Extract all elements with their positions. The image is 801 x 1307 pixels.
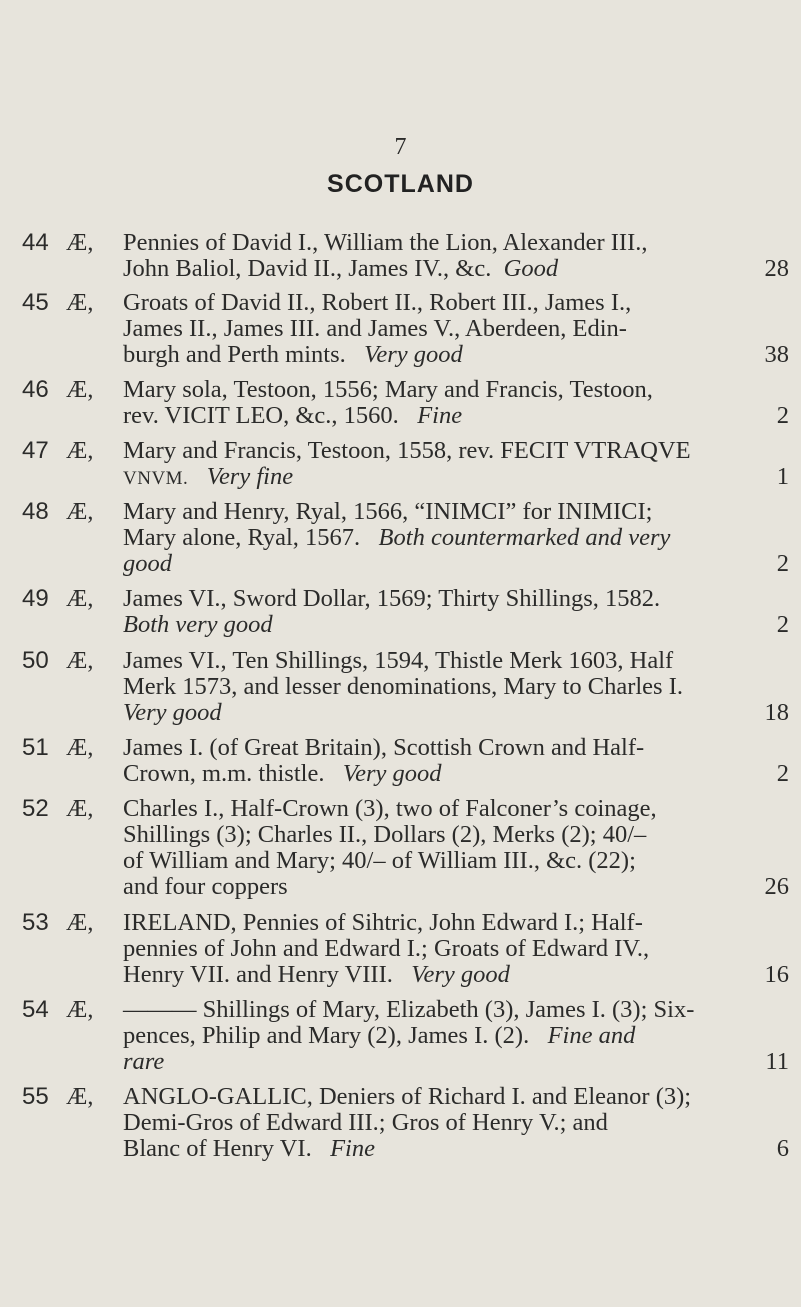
description-line — [123, 612, 789, 638]
metal-symbol: Æ, — [66, 910, 94, 936]
lot-description — [123, 438, 789, 490]
description-line: Shillings (3); Charles II., Dollars (2), Merks (2); 40/– — [123, 821, 647, 848]
lot-description — [123, 499, 789, 577]
description-line — [123, 874, 789, 900]
description-line — [123, 1023, 789, 1049]
description-line: Charles I., Half-Crown (3), two of Falconer’s coinage, — [123, 795, 657, 822]
lot-description — [123, 910, 789, 988]
description-text: pences, Philip and Mary (2), James I. (2). — [123, 1022, 530, 1049]
metal-symbol: Æ, — [66, 1084, 94, 1110]
description-text: burgh and Perth mints. — [123, 341, 346, 368]
lot-description — [123, 997, 789, 1075]
description-text: rev. VICIT LEO, &c., 1560. — [123, 402, 399, 429]
metal-symbol: Æ, — [66, 735, 94, 761]
description-line: pennies of John and Edward I.; Groats of Edward IV., — [123, 935, 650, 962]
description-line: Mary and Francis, Testoon, 1558, rev. FECIT VTRAQVE — [123, 437, 691, 464]
description-line — [123, 1049, 789, 1075]
lot-price: 2 — [776, 550, 789, 577]
description-line: Merk 1573, and lesser denominations, Mary to Charles I. — [123, 673, 683, 700]
description-text: Crown, m.m. thistle. — [123, 760, 325, 787]
description-text: and four coppers — [123, 873, 288, 900]
metal-symbol: Æ, — [66, 438, 94, 464]
metal-symbol: Æ, — [66, 586, 94, 612]
lot-number: 51 — [22, 734, 49, 761]
description-text: Henry VII. and Henry VIII. — [123, 961, 393, 988]
lot-description — [123, 586, 789, 638]
lot-description — [123, 735, 789, 787]
condition-grade: Fine — [330, 1135, 375, 1162]
description-line — [123, 464, 789, 490]
condition-grade: Very good — [342, 760, 442, 787]
lot-description — [123, 1084, 789, 1162]
condition-grade: Very good — [411, 961, 510, 988]
description-line: ——— Shillings of Mary, Elizabeth (3), James I. (3); Six- — [123, 996, 695, 1023]
description-line — [123, 256, 789, 282]
description-text: John Baliol, David II., James IV., &c. — [123, 255, 492, 282]
lot-number: 54 — [22, 996, 49, 1023]
description-line: Groats of David II., Robert II., Robert III., James I., — [123, 289, 632, 316]
lot-number: 52 — [22, 795, 49, 822]
description-line: of William and Mary; 40/– of William III., &c. (22); — [123, 847, 636, 874]
metal-symbol: Æ, — [66, 290, 94, 316]
lot-price: 1 — [776, 463, 789, 490]
lot-price: 16 — [764, 961, 789, 988]
page-heading: SCOTLAND — [327, 170, 474, 198]
condition-note: Fine and — [547, 1022, 636, 1049]
description-line: James VI., Ten Shillings, 1594, Thistle Merk 1603, Half — [123, 647, 674, 674]
description-line: IRELAND, Pennies of Sihtric, John Edward I.; Half- — [123, 909, 643, 936]
condition-grade: Very fine — [206, 463, 294, 490]
lot-price: 28 — [764, 255, 789, 282]
description-line — [123, 962, 789, 988]
lot-price: 2 — [776, 760, 789, 787]
condition-note: Both countermarked and very — [378, 524, 671, 551]
metal-symbol: Æ, — [66, 499, 94, 525]
description-text: VNVM. — [123, 468, 189, 489]
lot-number: 44 — [22, 229, 49, 256]
condition-grade: Good — [503, 255, 559, 282]
description-line — [123, 342, 789, 368]
lot-price: 2 — [776, 611, 789, 638]
description-line — [123, 551, 789, 577]
lot-number: 48 — [22, 498, 49, 525]
lot-price: 38 — [764, 341, 789, 368]
description-line — [123, 403, 789, 429]
description-line — [123, 1136, 789, 1162]
lot-number: 47 — [22, 437, 49, 464]
condition-grade: good — [123, 550, 172, 577]
condition-grade: rare — [123, 1048, 165, 1075]
lot-price: 6 — [776, 1135, 789, 1162]
condition-grade: Very good — [364, 341, 463, 368]
condition-grade: Both very good — [123, 611, 273, 638]
lot-number: 53 — [22, 909, 49, 936]
metal-symbol: Æ, — [66, 796, 94, 822]
lot-number: 45 — [22, 289, 49, 316]
description-line — [123, 700, 789, 726]
description-text: Mary alone, Ryal, 1567. — [123, 524, 361, 551]
description-line: Pennies of David I., William the Lion, Alexander III., — [123, 229, 648, 256]
lot-price: 11 — [765, 1048, 789, 1075]
metal-symbol: Æ, — [66, 648, 94, 674]
metal-symbol: Æ, — [66, 230, 94, 256]
lot-price: 2 — [776, 402, 789, 429]
condition-grade: Very good — [123, 699, 222, 726]
lot-description — [123, 290, 789, 368]
description-line: James I. (of Great Britain), Scottish Crown and Half- — [123, 734, 645, 761]
page-number: 7 — [394, 134, 407, 160]
lot-price: 26 — [764, 873, 789, 900]
lot-price: 18 — [764, 699, 789, 726]
description-text: Blanc of Henry VI. — [123, 1135, 312, 1162]
lot-number: 49 — [22, 585, 49, 612]
lot-description — [123, 796, 789, 900]
lot-number: 46 — [22, 376, 49, 403]
description-line: James II., James III. and James V., Aberdeen, Edin- — [123, 315, 627, 342]
description-line: Mary and Henry, Ryal, 1566, “INIMCI” for INIMICI; — [123, 498, 653, 525]
description-line: Demi-Gros of Edward III.; Gros of Henry V.; and — [123, 1109, 608, 1136]
description-line: James VI., Sword Dollar, 1569; Thirty Shillings, 1582. — [123, 585, 661, 612]
lot-description — [123, 377, 789, 429]
metal-symbol: Æ, — [66, 997, 94, 1023]
description-line — [123, 525, 789, 551]
lot-number: 50 — [22, 647, 49, 674]
metal-symbol: Æ, — [66, 377, 94, 403]
lot-description — [123, 230, 789, 282]
condition-grade: Fine — [417, 402, 463, 429]
description-line: Mary sola, Testoon, 1556; Mary and Francis, Testoon, — [123, 376, 653, 403]
description-line — [123, 761, 789, 787]
lot-number: 55 — [22, 1083, 49, 1110]
description-line: ANGLO-GALLIC, Deniers of Richard I. and Eleanor (3); — [123, 1083, 692, 1110]
lot-description — [123, 648, 789, 726]
